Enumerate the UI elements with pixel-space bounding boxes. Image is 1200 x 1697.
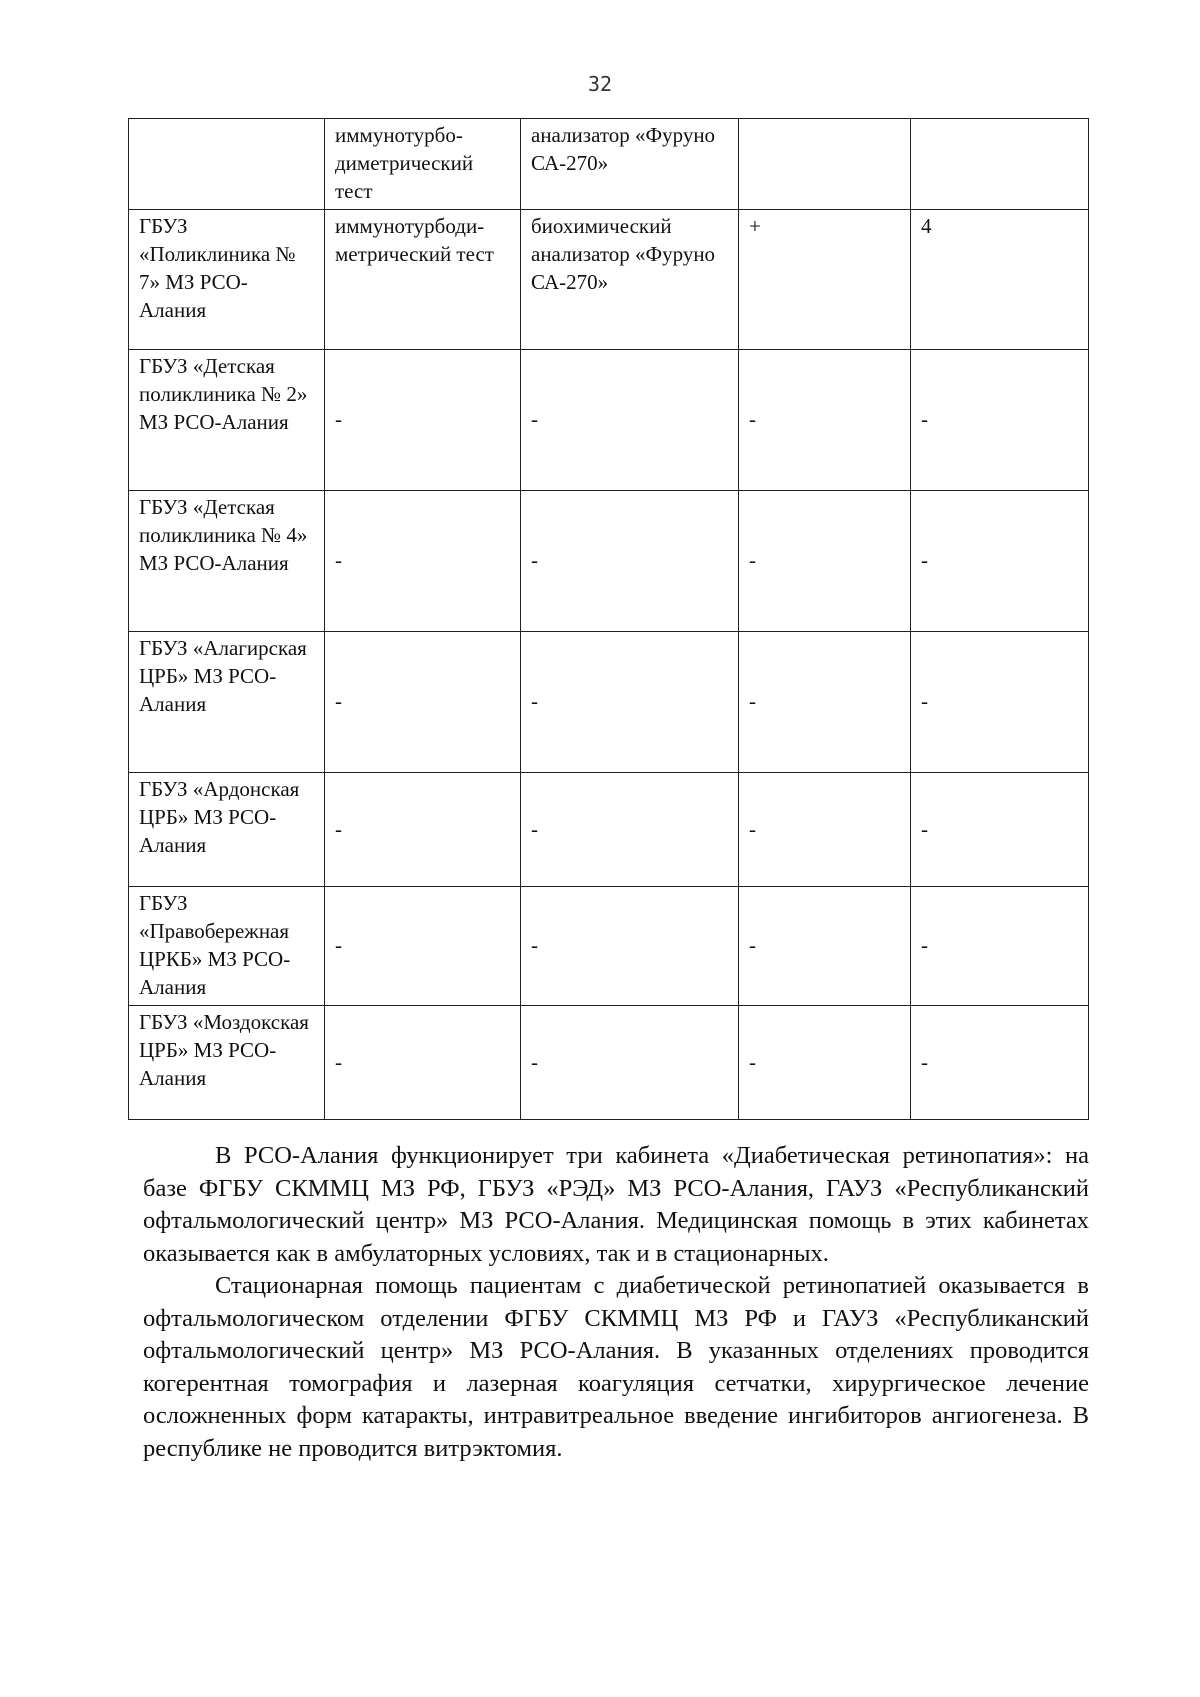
- table-cell-method: -: [325, 491, 521, 632]
- table-cell-equipment: анализатор «Фуруно СА-270»: [521, 119, 739, 210]
- table-row: [129, 632, 1089, 773]
- body-text: [143, 1140, 1089, 1465]
- table-cell-count: -: [911, 887, 1089, 1006]
- table-cell-equipment: биохимический анализатор «Фуруно СА-270»: [521, 210, 739, 350]
- table-cell-availability: -: [739, 632, 911, 773]
- page-number: 32: [587, 72, 613, 96]
- table-cell-availability: -: [739, 350, 911, 491]
- table-row: [129, 119, 1089, 210]
- table-cell-count: 4: [911, 210, 1089, 350]
- table-cell-facility: ГБУЗ «Правобережная ЦРКБ» МЗ РСО-Алания: [129, 887, 325, 1006]
- table-cell-method: -: [325, 632, 521, 773]
- table-cell-method: иммунотурбо-диметрический тест: [325, 119, 521, 210]
- table-cell-facility: ГБУЗ «Алагирская ЦРБ» МЗ РСО-Алания: [129, 632, 325, 773]
- table-row: [129, 887, 1089, 1006]
- facilities-table: [128, 118, 1089, 1120]
- table-cell-availability: -: [739, 773, 911, 887]
- table-cell-count: -: [911, 491, 1089, 632]
- table-row: [129, 210, 1089, 350]
- table-cell-equipment: -: [521, 887, 739, 1006]
- table-cell-facility: ГБУЗ «Поликлиника № 7» МЗ РСО-Алания: [129, 210, 325, 350]
- table-cell-method: -: [325, 887, 521, 1006]
- table-cell-facility: ГБУЗ «Ардонская ЦРБ» МЗ РСО-Алания: [129, 773, 325, 887]
- table-cell-count: -: [911, 773, 1089, 887]
- table-cell-facility: ГБУЗ «Моздокская ЦРБ» МЗ РСО-Алания: [129, 1006, 325, 1120]
- table-cell-facility: ГБУЗ «Детская поликлиника № 4» МЗ РСО-Алания: [129, 491, 325, 632]
- table-cell-availability: -: [739, 491, 911, 632]
- paragraph: В РСО-Алания функционирует три кабинета «Диабетическая ретинопатия»: на базе ФГБУ СКММЦ МЗ РФ, ГБУЗ «РЭД» МЗ РСО-Алания, ГАУЗ «Республиканский офтальмологический центр» МЗ РСО-Алания. Медицинская помощь в этих кабинетах оказывается как в амбулаторных условиях, так и в стационарных.: [143, 1142, 1089, 1267]
- table-row: [129, 350, 1089, 491]
- table-cell-availability: -: [739, 1006, 911, 1120]
- table-cell-equipment: -: [521, 632, 739, 773]
- table-cell-count: [911, 119, 1089, 210]
- table-row: [129, 491, 1089, 632]
- table-cell-equipment: -: [521, 350, 739, 491]
- table-cell-method: -: [325, 773, 521, 887]
- table-cell-method: -: [325, 1006, 521, 1120]
- table-cell-availability: -: [739, 887, 911, 1006]
- table-cell-equipment: -: [521, 773, 739, 887]
- table-cell-equipment: -: [521, 1006, 739, 1120]
- table-cell-count: -: [911, 1006, 1089, 1120]
- table-cell-availability: +: [739, 210, 911, 350]
- table-cell-count: -: [911, 632, 1089, 773]
- table-cell-availability: [739, 119, 911, 210]
- table-row: [129, 1006, 1089, 1120]
- table-cell-equipment: -: [521, 491, 739, 632]
- table-cell-method: иммунотурбоди-метрический тест: [325, 210, 521, 350]
- table-cell-facility: [129, 119, 325, 210]
- table-cell-count: -: [911, 350, 1089, 491]
- table-cell-method: -: [325, 350, 521, 491]
- paragraph: Стационарная помощь пациентам с диабетической ретинопатией оказывается в офтальмологическом отделении ФГБУ СКММЦ МЗ РФ и ГАУЗ «Республиканский офтальмологический центр» МЗ РСО-Алания. В указанных отделениях проводится когерентная томография и лазерная коагуляция сетчатки, хирургическое лечение осложненных форм катаракты, интравитреальное введение ингибиторов ангиогенеза. В республике не проводится витрэктомия.: [143, 1272, 1089, 1462]
- table-cell-facility: ГБУЗ «Детская поликлиника № 2» МЗ РСО-Алания: [129, 350, 325, 491]
- table-row: [129, 773, 1089, 887]
